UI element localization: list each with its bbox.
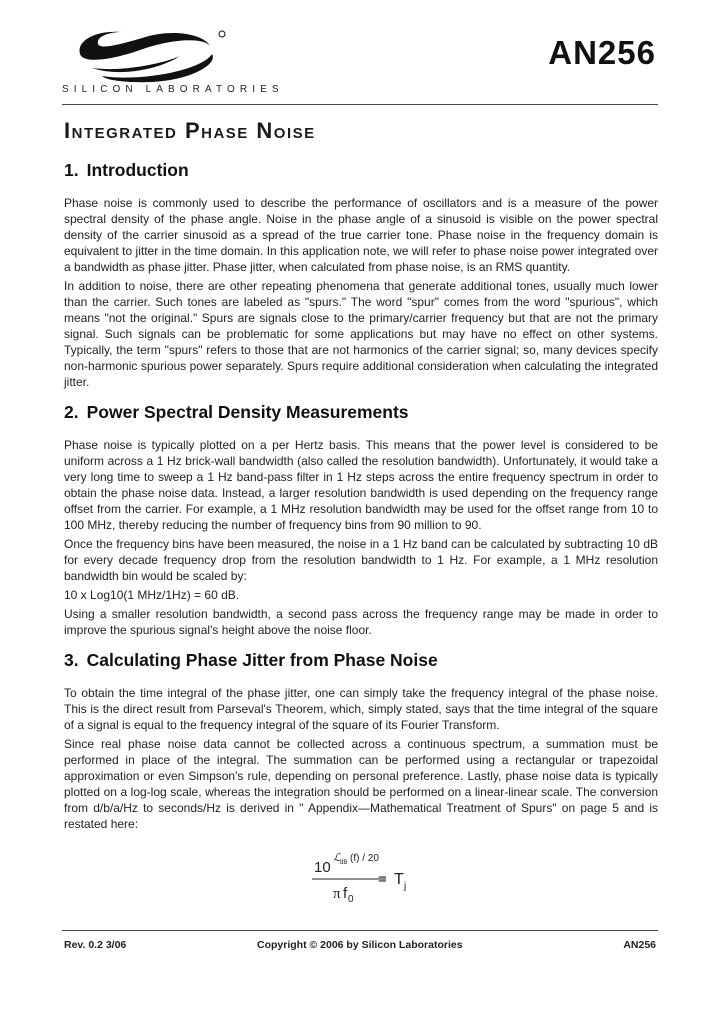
equation-den-f: f <box>343 885 348 902</box>
section-heading: 3. Calculating Phase Jitter from Phase Noise <box>64 650 438 670</box>
section-phase-jitter <box>64 650 658 832</box>
paragraph: Once the frequency bins have been measured, the noise in a 1 Hz band can be calculated by subtracting 10 dB for every decade frequency drop from the resolution bandwidth to 1 Hz. For example, a 1 MHz resolution bandwidth bin would be scaled by: <box>64 537 658 583</box>
equation-rhs: T <box>394 871 404 888</box>
document-body <box>64 160 658 916</box>
footer-doc-number: AN256 <box>623 939 656 951</box>
document-number: AN256 <box>548 34 656 71</box>
header-divider <box>62 104 658 105</box>
section-introduction <box>64 160 658 390</box>
logo-mark-icon <box>62 24 242 84</box>
equation-exp-rest: (f) / 20 <box>350 853 379 864</box>
footer-copyright: Copyright © 2006 by Silicon Laboratories <box>257 939 463 951</box>
equation-base: 10 <box>314 859 331 876</box>
footer-divider <box>62 930 658 931</box>
section-psd-measurements <box>64 402 658 638</box>
footer-revision: Rev. 0.2 3/06 <box>64 939 127 951</box>
section-heading: 2. Power Spectral Density Measurements <box>64 402 409 422</box>
equation-exp-sub: dB <box>340 860 348 866</box>
paragraph: Phase noise is typically plotted on a per Hertz basis. This means that the power level is considered to be uniform across a 1 Hz brick-wall bandwidth (also called the resolution bandwidth). Unfortunately, it would take a very long time to sweep a 1 Hz band-pass filter in 1 Hz steps across the entire frequency spectrum in order to obtain the phase noise data. Instead, a larger resolution bandwidth is used depending on the frequency range offset from the carrier. For example, a 1 MHz resolution bandwidth may be used for the offset range from 10 to 100 MHz, thereby reducing the number of frequency bins from 90 million to 90. <box>64 438 658 532</box>
equation-den-sub: 0 <box>348 894 354 905</box>
equation-den-pi: π <box>333 886 341 902</box>
paragraph: To obtain the time integral of the phase jitter, one can simply take the frequency integral of the phase noise. This is the direct result from Parseval's Theorem, which, simply stated, says that the time integral of the square of a signal is equal to the frequency integral of the square of its Fourier Transform. <box>64 686 658 732</box>
equation-exp-var: ℒ <box>333 852 341 864</box>
company-name: SILICON LABORATORIES <box>62 84 284 95</box>
jitter-equation <box>64 846 658 916</box>
paragraph: Phase noise is commonly used to describe the performance of oscillators and is a measure of the power spectral density of the phase angle. Noise in the phase angle of a sinusoid is visible on the power spectral density of the carrier sinusoid as a spread of the true carrier tone. Phase noise in the frequency domain is equivalent to jitter in the time domain. In this application note, we will refer to phase noise power integrated over a bandwidth as phase jitter. Phase jitter, when calculated from phase noise, is an RMS quantity. <box>64 196 658 274</box>
equation-graphic <box>64 846 658 916</box>
silicon-labs-logo <box>62 24 284 100</box>
equation-equals: = <box>378 871 387 888</box>
paragraph: Using a smaller resolution bandwidth, a second pass across the frequency range may be made in order to improve the spurious signal's height above the noise floor. <box>64 607 658 637</box>
formula-line: 10 x Log10(1 MHz/1Hz) = 60 dB. <box>64 588 240 602</box>
document-title: Integrated Phase Noise <box>64 118 316 143</box>
equation-rhs-sub: j <box>404 881 407 892</box>
section-heading: 1. Introduction <box>64 160 189 180</box>
paragraph: Since real phase noise data cannot be collected across a continuous spectrum, a summation must be performed in place of the integral. The summation can be performed using a rectangular or trapezoidal approximation or even Simpson's rule, depending on personal preference. Lastly, phase noise data is typically plotted on a log-log scale, whereas the integration should be performed on a linear-linear scale. The conversion from d/b/a/Hz to seconds/Hz is derived in " Appendix—Mathematical Treatment of Spurs" on page 5 and is restated here: <box>64 737 658 831</box>
paragraph: In addition to noise, there are other repeating phenomena that generate additional tones, usually much lower than the carrier. Such tones are labeled as "spurs." The word "spur" comes from the word "spurious", which means "not the original." Spurs are signals close to the primary/carrier frequency but that are not the primary signal. Such signals can be problematic for some applications but may have no effect on other systems. Typically, the term "spurs" refers to those that are not harmonics of the carrier signal; so, many devices specify non-harmonic spurious power separately. Spurs require additional consideration when calculating the integrated jitter. <box>64 279 658 389</box>
